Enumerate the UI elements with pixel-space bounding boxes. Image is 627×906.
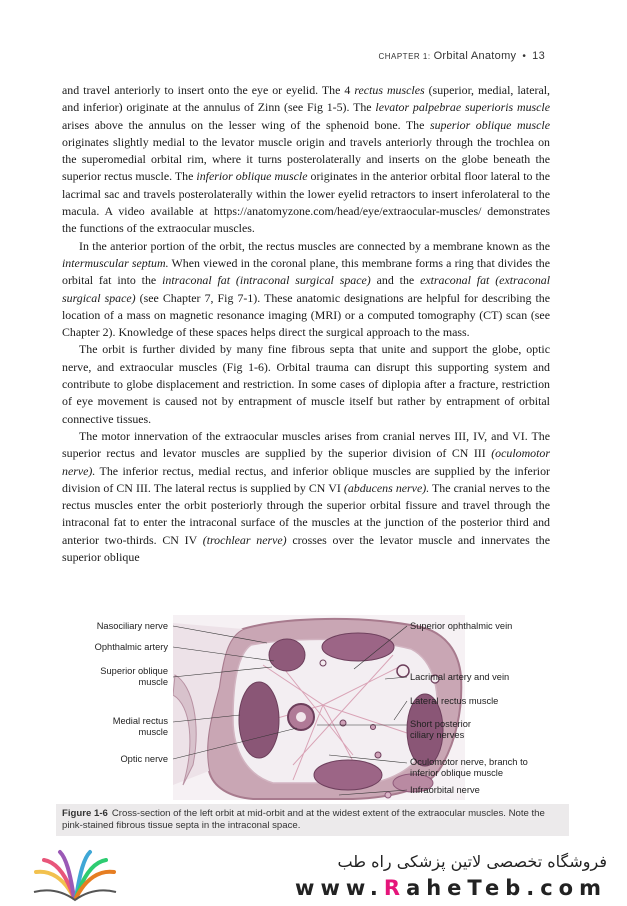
label-superior-oblique-muscle: Superior oblique muscle (100, 666, 168, 687)
text-run: (superior, medial, lateral, and inferior) originate at the annulus of Zinn (see Fig 1-5). The (62, 83, 551, 115)
running-header (0, 50, 545, 62)
text-run: In the anterior portion of the orbit, the rectus muscles are connected by a membrane known as the (79, 238, 550, 253)
page-number: 13 (532, 50, 545, 62)
text-run: originates in the anterior orbital floor lateral to the lacrimal sac and travels posterolaterally within the lower eyelid retractors to insert inferolateral to the macula. A video available at https://anatomyzone.com/head/eye/extraocular-muscles/ demonstrates the functions of the extraocular muscles. (62, 169, 551, 236)
label-short-posterior-ciliary-nerves: Short posterior ciliary nerves (410, 719, 471, 740)
italic-term: intermuscular septum. (62, 255, 169, 270)
figure-caption (62, 808, 550, 832)
label-nasociliary-nerve: Nasociliary nerve (96, 621, 168, 631)
italic-term: superior oblique muscle (429, 117, 550, 132)
text-run: (see Chapter 7, Fig 7-1). These anatomic designations are helpful for describing the location of a mass on magnetic resonance imaging (MRI) or a computed tomography (CT) scan (see Chapter 2). Knowledge of these spaces helps direct the surgical approach to the mass. (62, 290, 550, 340)
text-run: The cranial nerves to the rectus muscles enter the orbit posteriorly through the superior orbital fissure and travel through the intraconal fat to enter the intraconal surface of the muscles at the junction of the posterior third and anterior two-thirds. CN IV (62, 480, 550, 547)
text-run: crosses over the levator muscle and innervates the superior oblique (62, 532, 550, 565)
figure-1-6 (62, 615, 550, 800)
label-medial-rectus-muscle: Medial rectus muscle (112, 716, 168, 737)
paragraph (62, 82, 550, 238)
paragraph (62, 428, 550, 566)
caption-label: Figure 1-6 (62, 808, 108, 819)
paragraph (62, 341, 550, 427)
text-run: arises above the annulus on the lesser wing of the sphenoid bone. The (62, 117, 430, 132)
italic-term: (abducens nerve). (343, 480, 430, 495)
body-text (62, 82, 550, 566)
store-name: فروشگاه تخصصی لاتین پزشکی راه طب (337, 852, 607, 871)
label-ophthalmic-artery: Ophthalmic artery (94, 642, 168, 652)
italic-term: (oculomotor nerve). (62, 446, 550, 478)
caption-text: Cross-section of the left orbit at mid-orbit and at the widest extent of the extraocular muscles. Note the pink-stained fibrous tissue septa in the intraconal space. (62, 808, 545, 832)
label-oculomotor-nerve-branch: Oculomotor nerve, branch to inferior oblique muscle (410, 757, 528, 778)
text-run: When viewed in the coronal plane, this membrane forms a ring that divides the orbital fat into the (62, 255, 550, 288)
italic-term: levator palpebrae superioris muscle (375, 100, 551, 115)
store-url: www.RaheTeb.com (295, 876, 607, 900)
italic-term: extraconal fat (extraconal surgical space) (62, 273, 551, 305)
label-infraorbital-nerve: Infraorbital nerve (410, 785, 480, 795)
italic-term: inferior oblique muscle (196, 169, 308, 184)
text-run: The orbit is further divided by many fine fibrous septa that unite and support the globe, optic nerve, and extraocular muscles (Fig 1-6). Orbital trauma can disrupt this supporting system and contribute to globe displacement and restriction. In some cases of diplopia after a fracture, restriction of eye movement is caused not by entrapment of muscle itself but rather by entrapment of orbital connective tissues. (62, 342, 550, 426)
chapter-number: CHAPTER 1: (378, 52, 431, 61)
label-lacrimal-artery-vein: Lacrimal artery and vein (410, 672, 510, 682)
italic-term: intraconal fat (intraconal surgical space) (162, 273, 371, 288)
header-bullet: • (522, 51, 527, 62)
italic-term: rectus muscles (354, 83, 425, 97)
label-optic-nerve: Optic nerve (120, 754, 168, 764)
label-superior-ophthalmic-vein: Superior ophthalmic vein (410, 621, 513, 631)
paragraph (62, 238, 550, 342)
text-run: and travel anteriorly to insert onto the eye or eyelid. The 4 (62, 83, 355, 97)
footer-watermark (0, 842, 627, 906)
open-book-logo (30, 848, 120, 904)
label-lateral-rectus-muscle: Lateral rectus muscle (410, 696, 499, 706)
text-run: and the (370, 273, 421, 288)
italic-term: (trochlear nerve) (202, 532, 287, 547)
text-run: The inferior rectus, medial rectus, and inferior oblique muscles are supplied by the inferior division of CN III. The lateral rectus is supplied by CN VI (62, 463, 550, 495)
text-run: originates slightly medial to the levator muscle origin and travels anteriorly through the trochlea on the superomedial orbital rim, where it turns posterolaterally and inserts on the globe beneath the superior rectus muscle. The (62, 134, 550, 184)
text-run: The motor innervation of the extraocular muscles arises from cranial nerves III, IV, and VI. The superior rectus and levator muscles are supplied by the superior division of CN III (62, 428, 550, 461)
chapter-title: Orbital Anatomy (433, 50, 517, 62)
